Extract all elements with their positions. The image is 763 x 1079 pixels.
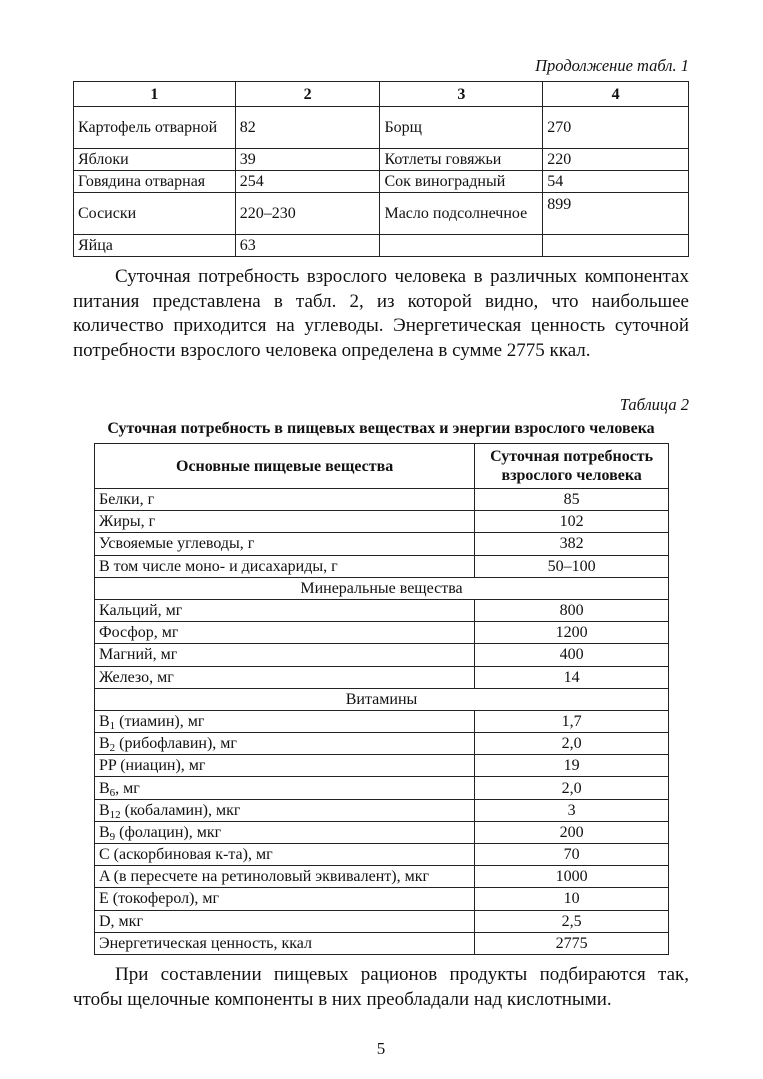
table-cell: 899 [543, 193, 689, 235]
nutrient-name [95, 910, 475, 932]
nutrient-name [95, 733, 475, 755]
table-cell: Сосиски [74, 193, 236, 235]
section-heading: Витамины [95, 688, 669, 710]
table-2 [94, 443, 669, 955]
requirement-value: 3 [475, 799, 669, 821]
requirement-value: 2,0 [475, 777, 669, 799]
table-2-header-row [95, 444, 669, 489]
nutrient-name-main: PP (ниацин), мг [99, 757, 206, 775]
table-2-header-requirement: Суточная потребность взрослого человека [475, 444, 669, 489]
nutrient-name-main: B [99, 712, 110, 730]
table-cell: 220–230 [235, 193, 380, 235]
requirement-value: 2775 [475, 932, 669, 954]
table-row [95, 666, 669, 688]
table-row [95, 866, 669, 888]
table-1 [73, 81, 689, 257]
requirement-value: 1200 [475, 622, 669, 644]
nutrient-subscript: 1 [109, 719, 116, 732]
table-cell: Сок виноградный [380, 171, 543, 193]
nutrient-name [95, 888, 475, 910]
table-cell: Говядина отварная [74, 171, 236, 193]
table-2-header-nutrient: Основные пищевые вещества [95, 444, 475, 489]
table-row [95, 622, 669, 644]
table-cell: Масло подсолнечное [380, 193, 543, 235]
table-cell [380, 235, 543, 257]
table-row [95, 511, 669, 533]
continuation-caption: Продолжение табл. 1 [535, 56, 689, 75]
nutrient-name-main: C (аскорбиновая к-та), мг [99, 846, 273, 864]
table-row [95, 799, 669, 821]
table-cell: Яблоки [74, 149, 236, 171]
table-1-header-cell: 4 [543, 82, 689, 107]
table-row [95, 888, 669, 910]
requirement-value: 70 [475, 844, 669, 866]
table-cell: Котлеты говяжьи [380, 149, 543, 171]
requirement-value: 10 [475, 888, 669, 910]
nutrient-name-main: B [99, 779, 110, 797]
table-row [74, 235, 689, 257]
table-cell: 63 [235, 235, 380, 257]
nutrient-name [95, 755, 475, 777]
page-number: 5 [376, 1039, 386, 1058]
requirement-value: 19 [475, 755, 669, 777]
nutrient-subscript: 2 [109, 742, 116, 755]
nutrient-name-main: B [99, 735, 110, 753]
nutrient-name: Фосфор, мг [95, 622, 475, 644]
table-row [95, 644, 669, 666]
table-cell: 54 [543, 171, 689, 193]
nutrient-subscript: 9 [109, 830, 116, 843]
table-row [95, 489, 669, 511]
requirement-value: 102 [475, 511, 669, 533]
nutrient-name-main: B [99, 823, 110, 841]
requirement-value: 382 [475, 533, 669, 555]
table-row [74, 193, 689, 235]
nutrient-name-suffix: (рибофлавин), мг [115, 735, 237, 753]
requirement-value: 400 [475, 644, 669, 666]
nutrient-name-main: A (в пересчете на ретиноловый эквивалент), мкг [99, 868, 430, 886]
requirement-value: 200 [475, 821, 669, 843]
table-row [74, 171, 689, 193]
table-2-body [95, 489, 669, 955]
table-section-row [95, 688, 669, 710]
nutrient-name: Магний, мг [95, 644, 475, 666]
table-1-header-row [74, 82, 689, 107]
nutrient-name-suffix: (фолацин), мкг [115, 823, 222, 841]
requirement-value: 800 [475, 599, 669, 621]
paragraph-1-text: Суточная потребность взрослого человека в различных компонентах питания представлена в табл. 2, из которой видно, что наибольшее количество приходится на углеводы. Энергетическая ценность суточной потребности взрослого человека определена в сумме 2775 ккал. [73, 266, 689, 361]
table-section-row [95, 577, 669, 599]
table-row [95, 910, 669, 932]
table-cell: 220 [543, 149, 689, 171]
table-row [95, 599, 669, 621]
table-cell: 82 [235, 107, 380, 149]
table-row [95, 533, 669, 555]
requirement-value: 2,0 [475, 733, 669, 755]
table-row [95, 844, 669, 866]
table-1-header-cell: 1 [74, 82, 236, 107]
table-row [95, 733, 669, 755]
table-1-header-cell: 3 [380, 82, 543, 107]
table-cell: 254 [235, 171, 380, 193]
paragraph-2 [73, 963, 689, 1012]
nutrient-name: Белки, г [95, 489, 475, 511]
table-row [95, 755, 669, 777]
requirement-value: 1000 [475, 866, 669, 888]
nutrient-name-suffix: (кобаламин), мкг [120, 801, 241, 819]
requirement-value: 85 [475, 489, 669, 511]
nutrient-name-main: B [99, 801, 110, 819]
table-row [74, 149, 689, 171]
table-row [95, 777, 669, 799]
nutrient-name-suffix: (тиамин), мг [115, 712, 205, 730]
nutrient-name: Железо, мг [95, 666, 475, 688]
nutrient-name-main: E (токоферол), мг [99, 890, 220, 908]
table-cell: Яйца [74, 235, 236, 257]
table-row [95, 821, 669, 843]
table-cell [543, 235, 689, 257]
nutrient-name [95, 821, 475, 843]
nutrient-name: Усвояемые углеводы, г [95, 533, 475, 555]
table-row [95, 932, 669, 954]
nutrient-name: Кальций, мг [95, 599, 475, 621]
table-cell: 270 [543, 107, 689, 149]
table-1-header-cell: 2 [235, 82, 380, 107]
table-row [95, 710, 669, 732]
section-heading: Минеральные вещества [95, 577, 669, 599]
nutrient-name-main: D, мкг [99, 912, 144, 930]
paragraph-1 [73, 265, 689, 363]
nutrient-name [95, 777, 475, 799]
table-cell: 39 [235, 149, 380, 171]
table-row [95, 555, 669, 577]
requirement-value: 50–100 [475, 555, 669, 577]
nutrient-name [95, 844, 475, 866]
nutrient-name [95, 799, 475, 821]
requirement-value: 1,7 [475, 710, 669, 732]
nutrient-name [95, 866, 475, 888]
nutrient-name: Жиры, г [95, 511, 475, 533]
table-cell: Картофель отварной [74, 107, 236, 149]
table-cell: Борщ [380, 107, 543, 149]
table-row [74, 107, 689, 149]
table-2-title: Суточная потребность в пищевых веществах и энергии взрослого человека [107, 420, 655, 437]
nutrient-name-main: Энергетическая ценность, ккал [99, 934, 312, 952]
requirement-value: 2,5 [475, 910, 669, 932]
requirement-value: 14 [475, 666, 669, 688]
nutrient-name [95, 710, 475, 732]
nutrient-subscript: 6 [109, 786, 116, 799]
paragraph-2-text: При составлении пищевых рационов продукты подбираются так, чтобы щелочные компоненты в них преобладали над кислотными. [73, 964, 689, 1010]
nutrient-subscript: 12 [109, 808, 121, 821]
nutrient-name-suffix: , мг [115, 779, 140, 797]
nutrient-name [95, 932, 475, 954]
table-2-label: Таблица 2 [619, 395, 689, 414]
nutrient-name: В том числе моно- и дисахариды, г [95, 555, 475, 577]
